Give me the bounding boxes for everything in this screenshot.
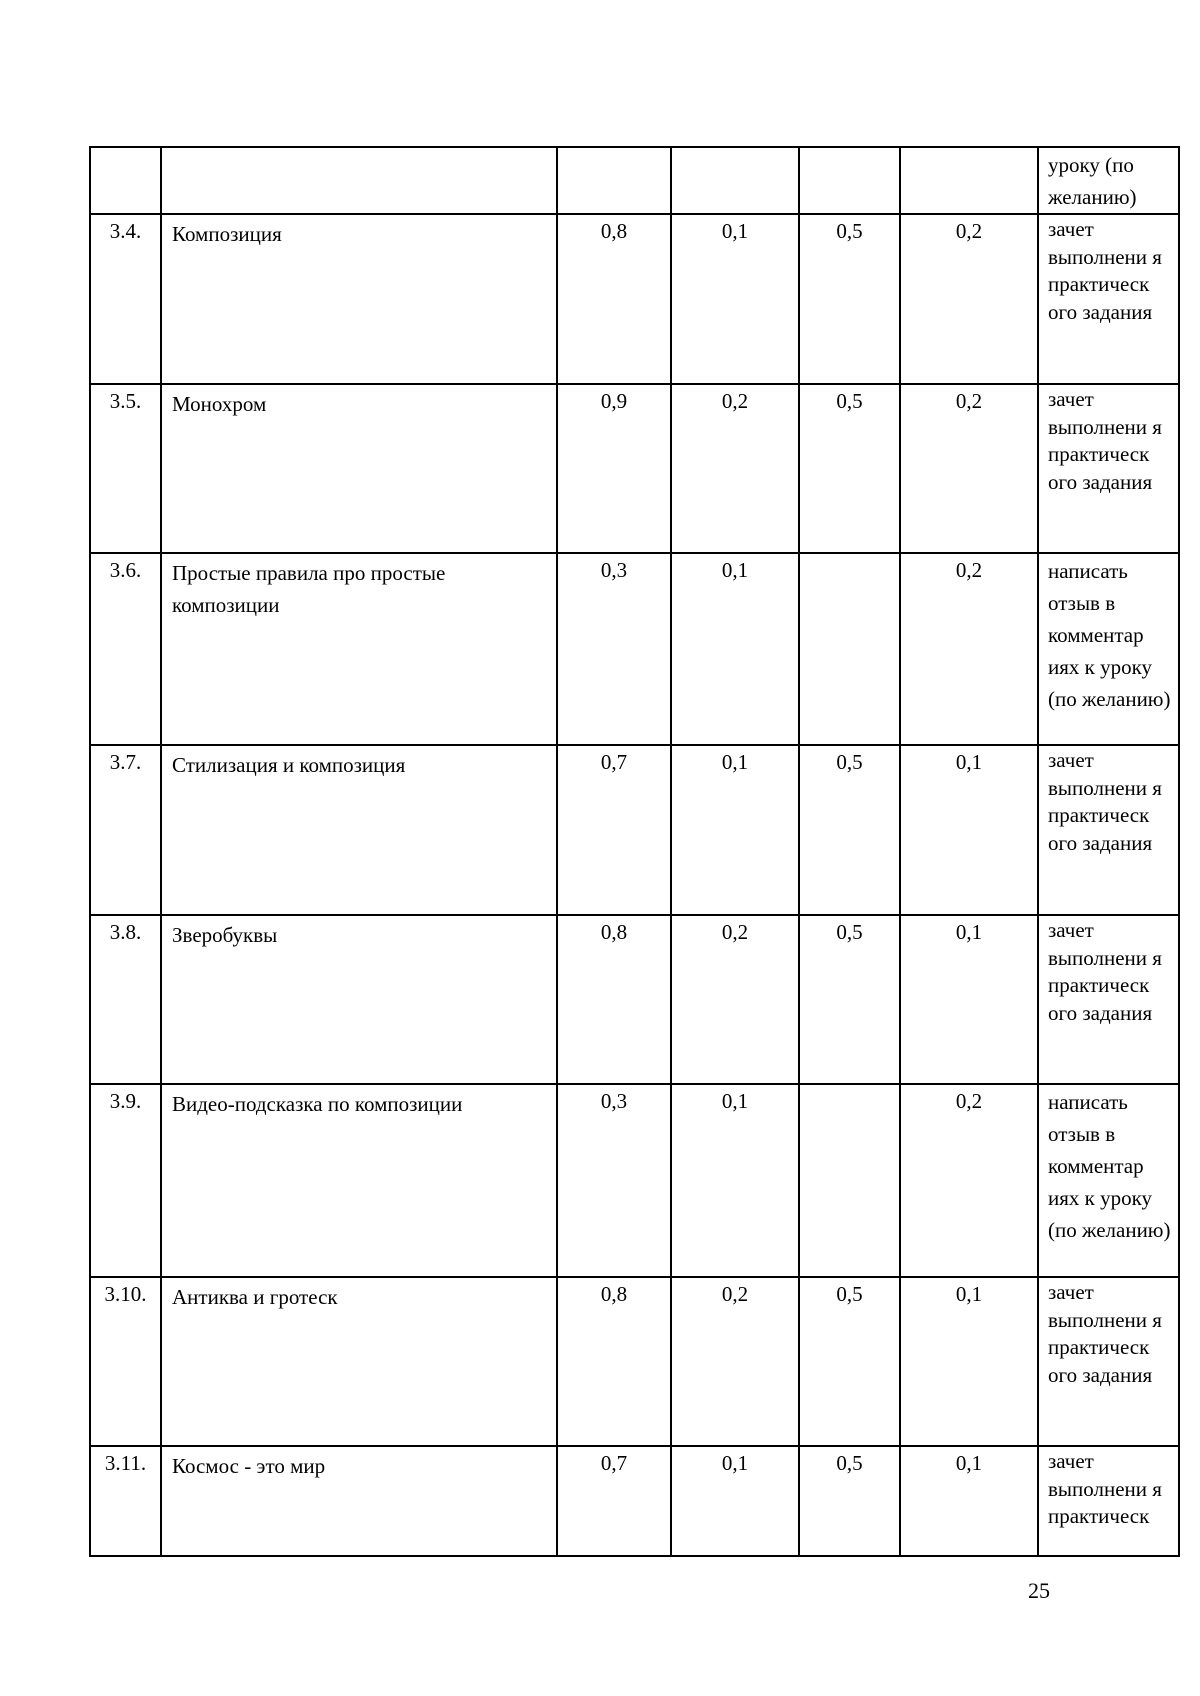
table-row bbox=[90, 147, 1179, 214]
row-number-cell: 3.5. bbox=[90, 384, 161, 553]
hours-practice-cell bbox=[799, 147, 900, 214]
hours-practice-cell: 0,5 bbox=[799, 384, 900, 553]
topic-name-cell: Космос - это мир bbox=[161, 1446, 557, 1556]
table-body bbox=[90, 147, 1179, 1556]
hours-theory-cell: 0,1 bbox=[671, 214, 799, 384]
topic-name-cell: Монохром bbox=[161, 384, 557, 553]
hours-theory-cell: 0,1 bbox=[671, 1446, 799, 1556]
table-row bbox=[90, 214, 1179, 384]
hours-total-cell: 0,3 bbox=[557, 1084, 671, 1277]
hours-practice-cell bbox=[799, 553, 900, 745]
table-row bbox=[90, 1084, 1179, 1277]
hours-total-cell bbox=[557, 147, 671, 214]
hours-theory-cell bbox=[671, 147, 799, 214]
assessment-form-cell: зачет выполнени я практическ ого задания bbox=[1038, 915, 1179, 1084]
topic-name-cell bbox=[161, 147, 557, 214]
table-row bbox=[90, 745, 1179, 915]
hours-theory-cell: 0,1 bbox=[671, 745, 799, 915]
assessment-form-cell: зачет выполнени я практическ ого задания bbox=[1038, 745, 1179, 915]
table-row bbox=[90, 1446, 1179, 1556]
topic-name-cell: Простые правила про простые композиции bbox=[161, 553, 557, 745]
hours-practice-cell: 0,5 bbox=[799, 745, 900, 915]
row-number-cell: 3.7. bbox=[90, 745, 161, 915]
hours-self-study-cell: 0,2 bbox=[900, 1084, 1038, 1277]
topic-name-cell: Стилизация и композиция bbox=[161, 745, 557, 915]
table-row bbox=[90, 915, 1179, 1084]
assessment-form-cell: написать отзыв в комментар иях к уроку (по желанию) bbox=[1038, 1084, 1179, 1277]
assessment-form-cell: уроку (по желанию) bbox=[1038, 147, 1179, 214]
curriculum-table bbox=[89, 146, 1180, 1557]
hours-self-study-cell: 0,1 bbox=[900, 1446, 1038, 1556]
topic-name-cell: Видео-подсказка по композиции bbox=[161, 1084, 557, 1277]
row-number-cell: 3.11. bbox=[90, 1446, 161, 1556]
hours-self-study-cell: 0,1 bbox=[900, 745, 1038, 915]
assessment-form-cell: зачет выполнени я практическ ого задания bbox=[1038, 384, 1179, 553]
table-row bbox=[90, 384, 1179, 553]
hours-self-study-cell: 0,2 bbox=[900, 214, 1038, 384]
hours-self-study-cell: 0,2 bbox=[900, 553, 1038, 745]
row-number-cell: 3.4. bbox=[90, 214, 161, 384]
hours-practice-cell: 0,5 bbox=[799, 915, 900, 1084]
hours-theory-cell: 0,1 bbox=[671, 553, 799, 745]
hours-total-cell: 0,8 bbox=[557, 1277, 671, 1446]
assessment-form-cell: зачет выполнени я практическ ого задания bbox=[1038, 1277, 1179, 1446]
hours-total-cell: 0,3 bbox=[557, 553, 671, 745]
hours-practice-cell: 0,5 bbox=[799, 214, 900, 384]
hours-total-cell: 0,8 bbox=[557, 915, 671, 1084]
hours-practice-cell: 0,5 bbox=[799, 1277, 900, 1446]
table-row bbox=[90, 1277, 1179, 1446]
topic-name-cell: Композиция bbox=[161, 214, 557, 384]
assessment-form-cell: зачет выполнени я практическ ого задания bbox=[1038, 214, 1179, 384]
assessment-form-cell: написать отзыв в комментар иях к уроку (по желанию) bbox=[1038, 553, 1179, 745]
topic-name-cell: Зверобуквы bbox=[161, 915, 557, 1084]
hours-theory-cell: 0,2 bbox=[671, 915, 799, 1084]
row-number-cell: 3.8. bbox=[90, 915, 161, 1084]
hours-self-study-cell: 0,1 bbox=[900, 1277, 1038, 1446]
hours-total-cell: 0,9 bbox=[557, 384, 671, 553]
hours-practice-cell bbox=[799, 1084, 900, 1277]
hours-self-study-cell: 0,1 bbox=[900, 915, 1038, 1084]
row-number-cell: 3.6. bbox=[90, 553, 161, 745]
hours-theory-cell: 0,2 bbox=[671, 1277, 799, 1446]
hours-theory-cell: 0,2 bbox=[671, 384, 799, 553]
hours-practice-cell: 0,5 bbox=[799, 1446, 900, 1556]
page-number: 25 bbox=[1028, 1578, 1050, 1603]
row-number-cell bbox=[90, 147, 161, 214]
hours-total-cell: 0,7 bbox=[557, 1446, 671, 1556]
hours-theory-cell: 0,1 bbox=[671, 1084, 799, 1277]
table-row bbox=[90, 553, 1179, 745]
topic-name-cell: Антиква и гротеск bbox=[161, 1277, 557, 1446]
hours-total-cell: 0,7 bbox=[557, 745, 671, 915]
assessment-form-cell: зачет выполнени я практическ bbox=[1038, 1446, 1179, 1556]
row-number-cell: 3.10. bbox=[90, 1277, 161, 1446]
hours-total-cell: 0,8 bbox=[557, 214, 671, 384]
row-number-cell: 3.9. bbox=[90, 1084, 161, 1277]
hours-self-study-cell: 0,2 bbox=[900, 384, 1038, 553]
hours-self-study-cell bbox=[900, 147, 1038, 214]
